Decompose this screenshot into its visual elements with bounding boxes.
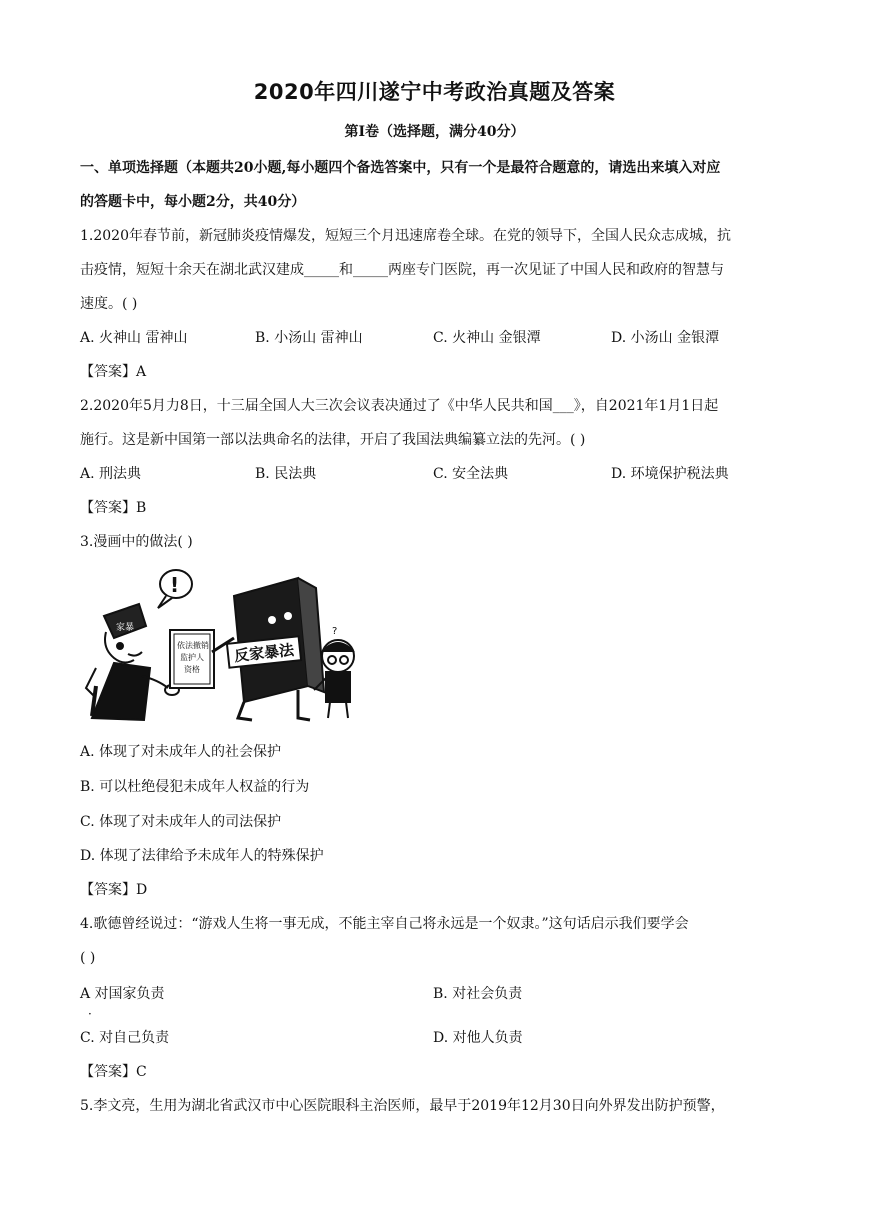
q2-option-a: A. 刑法典 (80, 466, 142, 482)
q2-option-d: D. 环境保护税法典 (611, 466, 729, 482)
q3-cartoon-image (84, 568, 364, 726)
q3-option-d: D. 体现了法律给予未成年人的特殊保护 (80, 848, 324, 864)
q1-answer: 【答案】A (80, 364, 147, 380)
q1-option-c: C. 火神山 金银潭 (433, 330, 541, 346)
q1-stem-line-3: 速度。( ) (80, 296, 138, 312)
q5-stem-line-1: 5.李文亮，生用为湖北省武汉市中心医院眼科主治医师，最早于2019年12月30日向外界发出防护预警， (80, 1098, 725, 1114)
q1-option-d: D. 小汤山 金银潭 (611, 330, 720, 346)
q3-answer: 【答案】D (80, 882, 148, 898)
q4-option-a: A 对国家负责 (80, 986, 165, 1002)
page-title: 2020年四川遂宁中考政治真题及答案 (253, 80, 616, 104)
paper-line-3: 资格 (184, 665, 200, 674)
hat-label: 家暴 (116, 623, 135, 633)
q4-option-d: D. 对他人负责 (433, 1030, 523, 1046)
q3-option-c: C. 体现了对未成年人的司法保护 (80, 814, 282, 830)
q4-answer: 【答案】C (80, 1064, 147, 1080)
law-book-figure (212, 578, 324, 720)
q3-stem: 3.漫画中的做法( ) (80, 534, 193, 550)
q1-stem-line-1: 1.2020年春节前，新冠肺炎疫情爆发，短短三个月迅速席卷全球。在党的领导下，全国人民众志成城，抗 (80, 228, 731, 244)
section-subtitle: 第Ⅰ卷（选择题，满分40分） (344, 124, 525, 140)
q3-option-b: B. 可以杜绝侵犯未成年人权益的行为 (80, 779, 310, 795)
exclamation-text: ! (170, 573, 180, 597)
revocation-paper (170, 630, 214, 688)
law-book-title: 反家暴法 (233, 640, 295, 666)
exclamation-bubble (158, 570, 192, 608)
q4-option-a-dot: · (88, 1007, 92, 1021)
q4-option-b: B. 对社会负责 (433, 986, 523, 1002)
instructions-line-2: 的答题卡中，每小题2分，共40分） (80, 194, 306, 210)
q2-option-c: C. 安全法典 (433, 466, 509, 482)
q4-stem-line-1: 4.歌德曾经说过：“游戏人生将一事无成，不能主宰自己将永远是一个奴隶。”这句话启示我们要学会 (80, 916, 689, 932)
q2-answer: 【答案】B (80, 500, 147, 516)
q3-option-a: A. 体现了对未成年人的社会保护 (80, 744, 282, 760)
svg-text:?: ? (332, 626, 338, 637)
abuser-figure (86, 604, 179, 720)
q2-option-b: B. 民法典 (255, 466, 317, 482)
q2-stem-line-1: 2.2020年5月力8日，十三届全国人大三次会议表决通过了《中华人民共和国___》，自2021年1月1日起 (80, 398, 719, 414)
q4-stem-line-2: ( ) (80, 950, 96, 966)
paper-line-2: 监护人 (180, 653, 204, 662)
q1-option-a: A. 火神山 雷神山 (80, 330, 188, 346)
q4-option-c: C. 对自己负责 (80, 1030, 170, 1046)
q1-stem-line-2: 击疫情，短短十余天在湖北武汉建成_____和_____两座专门医院，再一次见证了中国人民和政府的智慧与 (80, 262, 724, 278)
q2-stem-line-2: 施行。这是新中国第一部以法典命名的法律，开启了我国法典编纂立法的先河。( ) (80, 432, 586, 448)
q1-option-b: B. 小汤山 雷神山 (255, 330, 363, 346)
paper-line-1: 依法撤销 (177, 641, 209, 650)
instructions-line-1: 一、单项选择题（本题共20小题,每小题四个备选答案中，只有一个是最符合题意的，请选出来填入对应 (80, 160, 721, 176)
